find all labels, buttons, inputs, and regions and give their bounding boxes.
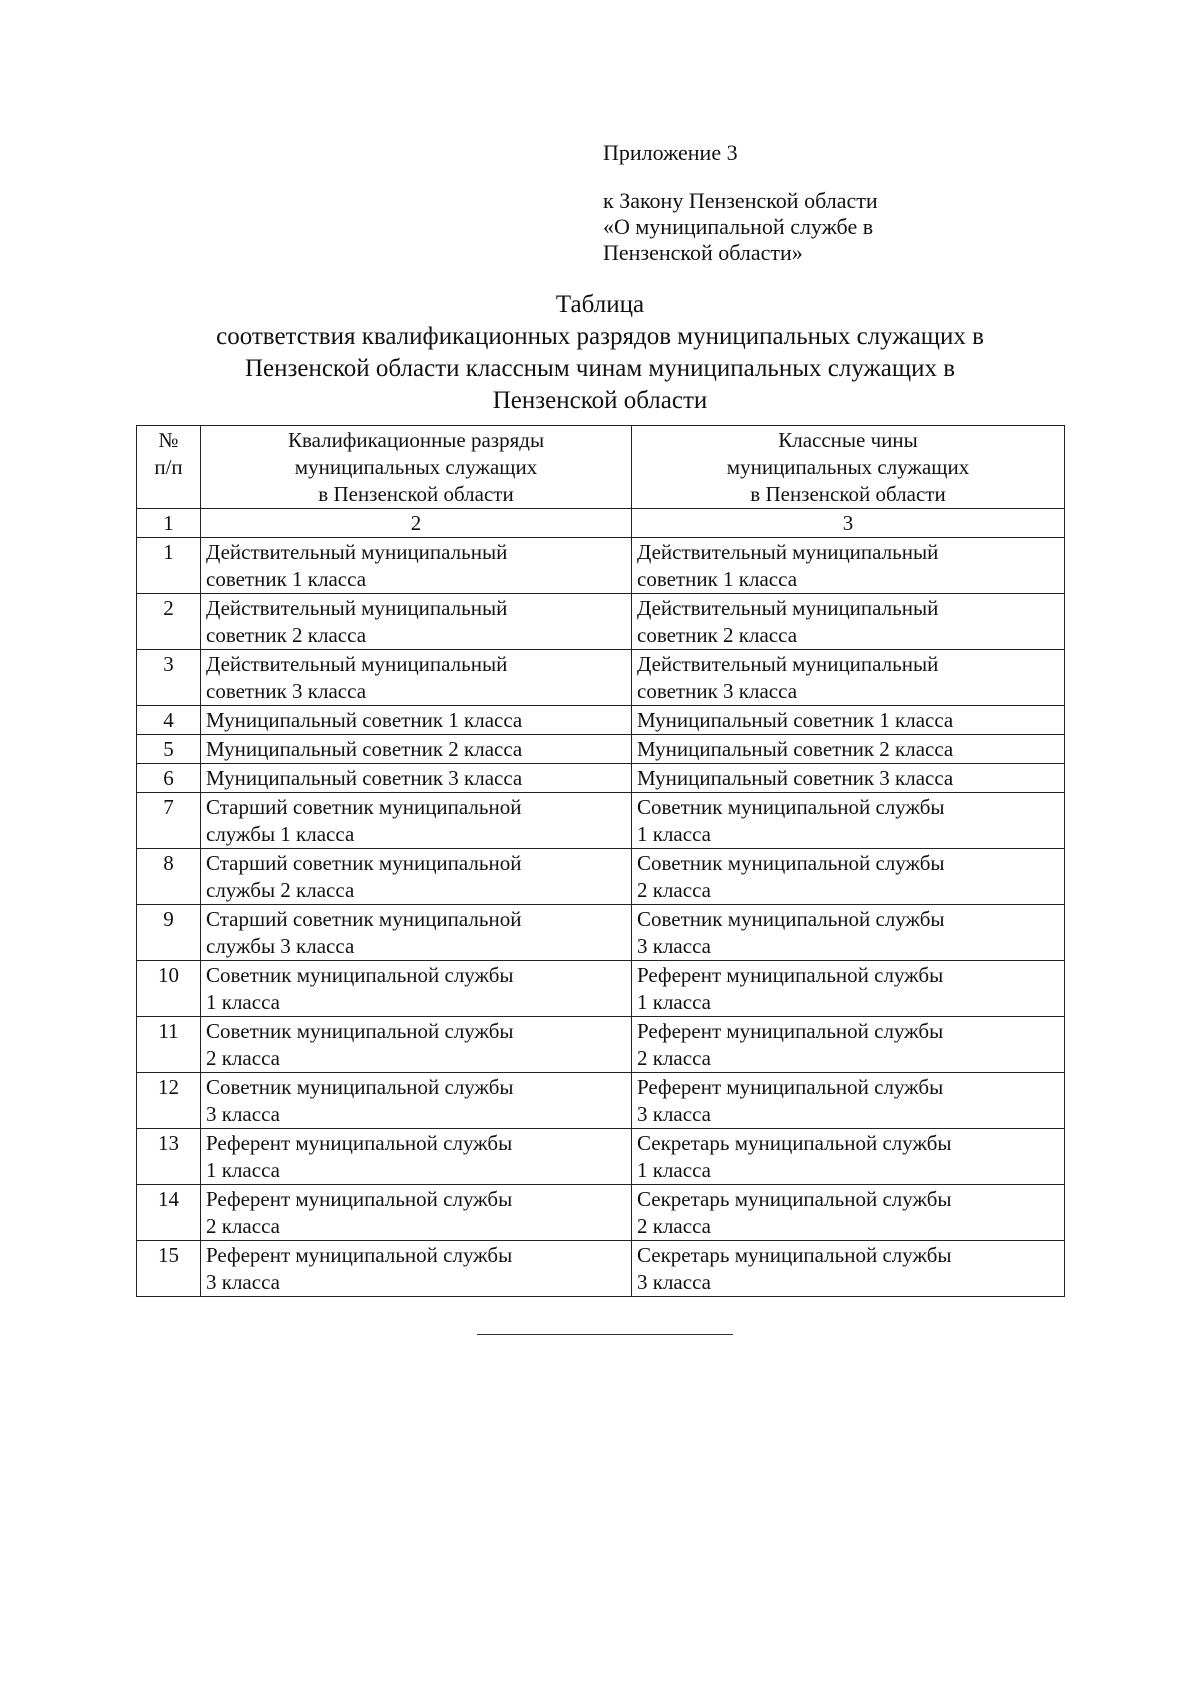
header-number-line-1: № <box>158 428 179 452</box>
row-number: 10 <box>137 961 201 1017</box>
qualification-grade-text: 2 класса <box>206 1046 280 1070</box>
qualification-grade-cell <box>201 1073 632 1129</box>
class-rank-cell <box>632 961 1065 1017</box>
column-number-2: 2 <box>201 509 632 538</box>
row-number: 8 <box>137 849 201 905</box>
title-line-3: Пензенской области классным чинам муниципальных служащих в <box>244 355 956 382</box>
class-rank-cell <box>632 1129 1065 1185</box>
appendix-gap <box>603 166 878 188</box>
class-rank-text: 2 класса <box>637 1046 711 1070</box>
header-grades <box>201 426 632 509</box>
class-rank-text: советник 2 класса <box>637 623 798 647</box>
class-rank-cell <box>632 793 1065 849</box>
class-rank-cell <box>632 1241 1065 1297</box>
class-rank-text: Действительный муниципальный <box>637 652 939 676</box>
class-rank-text: Советник муниципальной службы <box>637 795 945 819</box>
qualification-grade-text: советник 1 класса <box>206 567 367 591</box>
qualification-grade-text: службы 3 класса <box>206 934 355 958</box>
row-number: 6 <box>137 764 201 793</box>
qualification-grade-cell <box>201 1241 632 1297</box>
qualification-grade-text: Муниципальный советник 2 класса <box>206 737 523 761</box>
qualification-grade-text: 2 класса <box>206 1214 280 1238</box>
class-rank-text: Секретарь муниципальной службы <box>637 1187 952 1211</box>
class-rank-cell <box>632 849 1065 905</box>
class-rank-text: 2 класса <box>637 1214 711 1238</box>
appendix-law-title-1: «О муниципальной службе в <box>603 214 874 239</box>
class-rank-cell <box>632 650 1065 706</box>
qualification-grade-cell <box>201 594 632 650</box>
qualification-grade-cell <box>201 793 632 849</box>
class-rank-text: Референт муниципальной службы <box>637 1075 944 1099</box>
class-rank-cell <box>632 706 1065 735</box>
class-rank-text: 3 класса <box>637 934 711 958</box>
qualification-grade-text: Старший советник муниципальной <box>206 795 522 819</box>
appendix-note <box>603 140 878 266</box>
table-row <box>137 849 1065 905</box>
header-grades-line-2: муниципальных служащих <box>294 455 538 479</box>
class-rank-text: 3 класса <box>637 1270 711 1294</box>
qualification-grade-cell <box>201 538 632 594</box>
title-line-2: соответствия квалификационных разрядов муниципальных служащих в <box>216 323 984 350</box>
table-row <box>137 650 1065 706</box>
class-rank-text: Действительный муниципальный <box>637 596 939 620</box>
qualification-grade-cell <box>201 650 632 706</box>
qualification-grade-text: службы 2 класса <box>206 878 355 902</box>
header-ranks-line-2: муниципальных служащих <box>726 455 970 479</box>
class-rank-cell <box>632 538 1065 594</box>
title-line-4: Пензенской области <box>492 387 708 414</box>
row-number: 1 <box>137 538 201 594</box>
qualification-grade-cell <box>201 905 632 961</box>
column-number-1: 1 <box>137 509 201 538</box>
class-rank-text: 2 класса <box>637 878 711 902</box>
qualification-grade-text: Советник муниципальной службы <box>206 963 514 987</box>
qualification-grade-cell <box>201 1129 632 1185</box>
table-row <box>137 706 1065 735</box>
row-number: 12 <box>137 1073 201 1129</box>
qualification-grade-text: Муниципальный советник 3 класса <box>206 766 523 790</box>
table-row <box>137 538 1065 594</box>
header-number-line-2: п/п <box>154 455 183 479</box>
class-rank-text: Муниципальный советник 1 класса <box>637 708 954 732</box>
qualification-grade-text: Советник муниципальной службы <box>206 1075 514 1099</box>
appendix-number: Приложение 3 <box>603 140 738 165</box>
header-ranks-line-1: Классные чины <box>778 428 918 452</box>
end-divider <box>477 1334 733 1335</box>
header-ranks <box>632 426 1065 509</box>
class-rank-text: 3 класса <box>637 1102 711 1126</box>
row-number: 9 <box>137 905 201 961</box>
qualification-grade-text: службы 1 класса <box>206 822 355 846</box>
table-header-row <box>137 426 1065 509</box>
class-rank-cell <box>632 905 1065 961</box>
table-row <box>137 1241 1065 1297</box>
table-row <box>137 735 1065 764</box>
title-word: Таблица <box>555 291 645 318</box>
qualification-grade-cell <box>201 1185 632 1241</box>
qualification-grade-cell <box>201 961 632 1017</box>
class-rank-cell <box>632 1185 1065 1241</box>
qualification-grade-cell <box>201 764 632 793</box>
qualification-grade-text: 3 класса <box>206 1102 280 1126</box>
table-row <box>137 905 1065 961</box>
qualification-grade-text: Действительный муниципальный <box>206 596 508 620</box>
row-number: 13 <box>137 1129 201 1185</box>
header-number <box>137 426 201 509</box>
row-number: 11 <box>137 1017 201 1073</box>
column-number-row <box>137 509 1065 538</box>
table-row <box>137 793 1065 849</box>
column-number-3: 3 <box>632 509 1065 538</box>
qualification-grade-cell <box>201 1017 632 1073</box>
class-rank-text: Советник муниципальной службы <box>637 851 945 875</box>
row-number: 14 <box>137 1185 201 1241</box>
table-row <box>137 1185 1065 1241</box>
class-rank-text: Секретарь муниципальной службы <box>637 1131 952 1155</box>
qualification-grade-text: Референт муниципальной службы <box>206 1187 513 1211</box>
qualification-grade-cell <box>201 706 632 735</box>
appendix-law-ref: к Закону Пензенской области <box>603 188 878 213</box>
qualification-grade-text: советник 3 класса <box>206 679 367 703</box>
row-number: 5 <box>137 735 201 764</box>
qualification-grade-text: Действительный муниципальный <box>206 652 508 676</box>
class-rank-text: 1 класса <box>637 1158 711 1182</box>
qualification-grade-text: Советник муниципальной службы <box>206 1019 514 1043</box>
class-rank-cell <box>632 1017 1065 1073</box>
table-row <box>137 764 1065 793</box>
qualification-grade-text: 1 класса <box>206 990 280 1014</box>
row-number: 4 <box>137 706 201 735</box>
table-title <box>100 289 1100 417</box>
qualification-grade-cell <box>201 735 632 764</box>
row-number: 7 <box>137 793 201 849</box>
qualification-grade-text: 1 класса <box>206 1158 280 1182</box>
class-rank-cell <box>632 735 1065 764</box>
qualification-grade-text: Референт муниципальной службы <box>206 1131 513 1155</box>
qualification-grade-text: Старший советник муниципальной <box>206 851 522 875</box>
table-row <box>137 1129 1065 1185</box>
qualification-grade-cell <box>201 849 632 905</box>
class-rank-text: Референт муниципальной службы <box>637 963 944 987</box>
class-rank-cell <box>632 764 1065 793</box>
qualification-grade-text: Действительный муниципальный <box>206 540 508 564</box>
class-rank-text: Референт муниципальной службы <box>637 1019 944 1043</box>
class-rank-text: Секретарь муниципальной службы <box>637 1243 952 1267</box>
class-rank-cell <box>632 1073 1065 1129</box>
class-rank-text: 1 класса <box>637 990 711 1014</box>
header-ranks-line-3: в Пензенской области <box>750 482 946 506</box>
class-rank-text: Советник муниципальной службы <box>637 907 945 931</box>
table-body <box>137 426 1065 1297</box>
class-rank-text: Действительный муниципальный <box>637 540 939 564</box>
qualification-grade-text: Референт муниципальной службы <box>206 1243 513 1267</box>
header-grades-line-3: в Пензенской области <box>318 482 514 506</box>
qualification-grade-text: Муниципальный советник 1 класса <box>206 708 523 732</box>
class-rank-text: 1 класса <box>637 822 711 846</box>
class-rank-cell <box>632 594 1065 650</box>
class-rank-text: Муниципальный советник 3 класса <box>637 766 954 790</box>
qualification-grade-text: советник 2 класса <box>206 623 367 647</box>
table-row <box>137 594 1065 650</box>
class-rank-text: советник 1 класса <box>637 567 798 591</box>
table-row <box>137 1073 1065 1129</box>
qualification-grade-text: 3 класса <box>206 1270 280 1294</box>
table-row <box>137 1017 1065 1073</box>
row-number: 2 <box>137 594 201 650</box>
header-grades-line-1: Квалификационные разряды <box>287 428 545 452</box>
appendix-law-title-2: Пензенской области» <box>603 240 803 265</box>
class-rank-text: советник 3 класса <box>637 679 798 703</box>
row-number: 15 <box>137 1241 201 1297</box>
class-rank-text: Муниципальный советник 2 класса <box>637 737 954 761</box>
row-number: 3 <box>137 650 201 706</box>
correspondence-table <box>136 425 1065 1297</box>
qualification-grade-text: Старший советник муниципальной <box>206 907 522 931</box>
table-row <box>137 961 1065 1017</box>
